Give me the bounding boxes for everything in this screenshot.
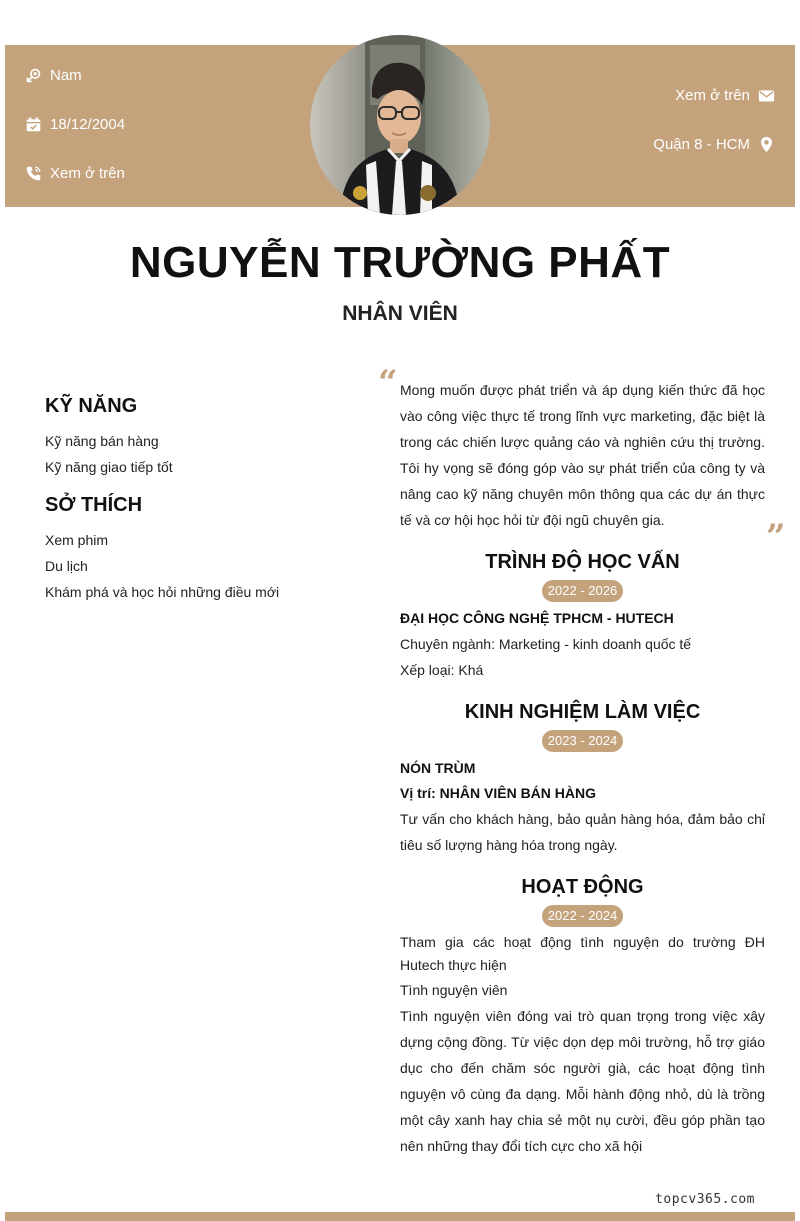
education-major: Chuyên ngành: Marketing - kinh doanh quốc tế xyxy=(400,636,692,652)
close-quote-icon: ” xyxy=(766,517,786,557)
hobby-item: Du lịch xyxy=(45,558,88,574)
footer-band xyxy=(5,1212,795,1221)
experience-company: NÓN TRÙM xyxy=(400,760,476,776)
right-column xyxy=(400,377,765,1159)
calendar-icon xyxy=(25,116,42,133)
education-grade: Xếp loại: Khá xyxy=(400,662,484,678)
location-icon xyxy=(758,136,775,153)
experience-title: KINH NGHIỆM LÀM VIỆC xyxy=(464,701,701,723)
education-period-badge: 2022 - 2026 xyxy=(542,580,623,602)
hobbies-section xyxy=(45,494,345,605)
address-value: Quận 8 - HCM xyxy=(653,136,750,153)
experience-period-badge: 2023 - 2024 xyxy=(542,730,623,752)
email-icon xyxy=(758,87,775,104)
education-title: TRÌNH ĐỘ HỌC VẤN xyxy=(485,551,680,573)
phone-icon xyxy=(25,165,42,182)
skill-item: Kỹ năng bán hàng xyxy=(45,433,159,449)
contact-gender xyxy=(25,67,82,84)
activities-organization: Tham gia các hoạt động tình nguyện do trường ĐH Hutech thực hiện xyxy=(400,934,765,973)
skills-title: KỸ NĂNG xyxy=(45,395,138,417)
activities-title: HOẠT ĐỘNG xyxy=(521,876,644,898)
hobby-item: Khám phá và học hỏi những điều mới xyxy=(45,584,280,600)
contact-email xyxy=(675,87,775,104)
education-school: ĐẠI HỌC CÔNG NGHỆ TPHCM - HUTECH xyxy=(400,610,674,626)
job-position: NHÂN VIÊN xyxy=(342,302,458,325)
left-column xyxy=(45,395,345,605)
skill-item: Kỹ năng giao tiếp tốt xyxy=(45,459,173,475)
email-value: Xem ở trên xyxy=(675,87,750,104)
hobby-item: Xem phim xyxy=(45,532,109,548)
hobbies-title: SỞ THÍCH xyxy=(45,494,143,516)
gender-icon xyxy=(25,67,42,84)
education-section xyxy=(400,551,765,683)
activities-section xyxy=(400,876,765,1159)
contact-birthday xyxy=(25,116,125,133)
experience-role: Vị trí: NHÂN VIÊN BÁN HÀNG xyxy=(400,785,597,801)
gender-value: Nam xyxy=(50,67,82,84)
avatar xyxy=(310,35,490,215)
open-quote-icon: “ xyxy=(378,363,398,403)
experience-section xyxy=(400,701,765,858)
full-name: NGUYỄN TRƯỜNG PHẤT xyxy=(129,238,671,287)
birthday-value: 18/12/2004 xyxy=(50,116,126,133)
experience-description: Tư vấn cho khách hàng, bảo quản hàng hóa, đảm bảo chỉ tiêu số lượng hàng hóa trong ngày. xyxy=(400,811,765,853)
activities-period-badge: 2022 - 2024 xyxy=(542,905,623,927)
activities-role: Tình nguyện viên xyxy=(400,982,508,998)
phone-value: Xem ở trên xyxy=(50,165,125,182)
footer-brand: topcv365.com xyxy=(655,1192,755,1207)
career-objective: Mong muốn được phát triển và áp dụng kiến thức đã học vào công việc thực tế trong lĩnh vực marketing, đặc biệt là trong các chiến lược quảng cáo và nghiên cứu thị trường. Tôi hy vọng sẽ đóng góp vào sự phát triển của công ty và nâng cao kỹ năng chuyên môn thông qua các dự án thực tế và cơ hội học hỏi từ đội ngũ chuyên gia. xyxy=(400,382,765,528)
contact-phone xyxy=(25,165,125,182)
skills-section xyxy=(45,395,345,480)
contact-address xyxy=(653,136,775,153)
activities-description: Tình nguyện viên đóng vai trò quan trọng trong việc xây dựng cộng đồng. Từ việc dọn dẹp môi trường, hỗ trợ giáo dục cho đến chăm sóc người già, các hoạt động tình nguyện vô cùng đa dạng. Mỗi hành động nhỏ, dù là trồng một cây xanh hay chia sẻ một nụ cười, đều góp phần tạo nên những thay đổi tích cực cho xã hội xyxy=(400,1008,765,1154)
